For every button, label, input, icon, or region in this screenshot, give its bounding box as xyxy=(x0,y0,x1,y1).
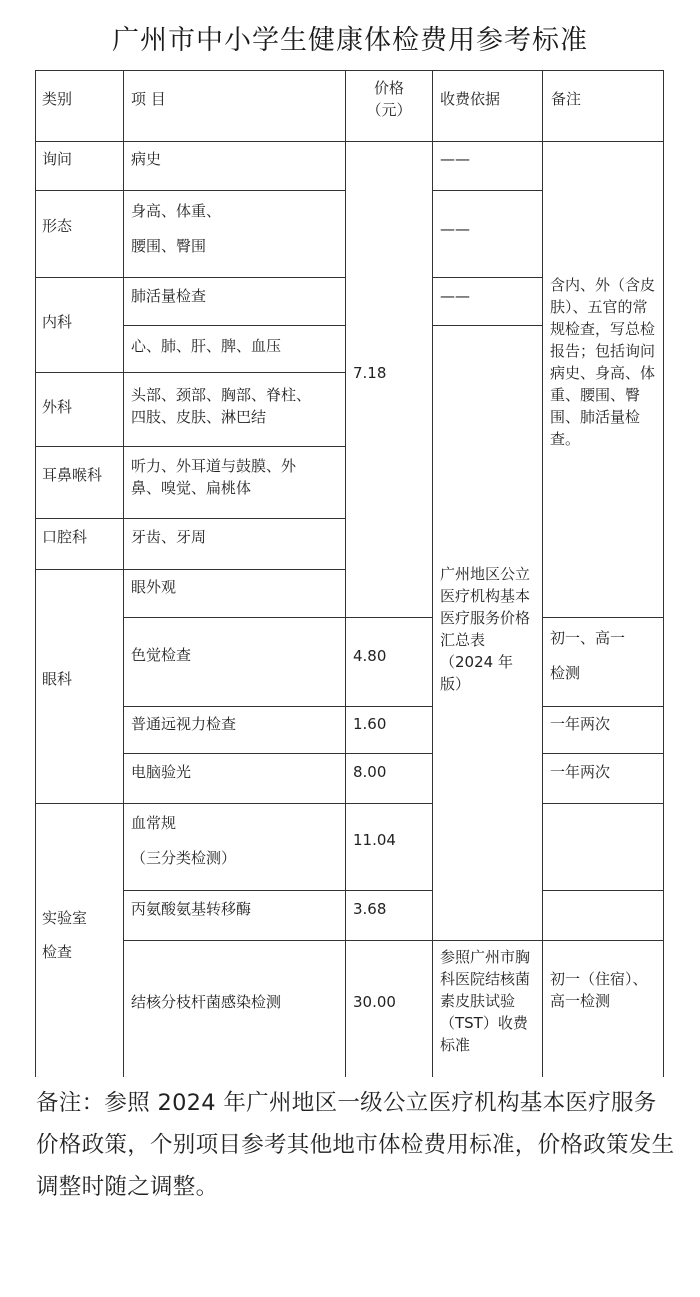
price-vision: 1.60 xyxy=(353,715,387,733)
price-color-vision: 4.80 xyxy=(353,647,387,665)
category-inquiry: 询问 xyxy=(42,150,73,168)
basis-dash-lung: —— xyxy=(440,287,470,305)
header-remark: 备注 xyxy=(551,90,582,108)
item-history: 病史 xyxy=(131,150,162,168)
item-tb: 结核分枝杆菌感染检测 xyxy=(131,993,282,1011)
basis-price-list: 广州地区公立医疗机构基本医疗服务价格汇总表（2024 年版） xyxy=(440,565,531,693)
item-refraction: 电脑验光 xyxy=(131,763,192,781)
category-dental: 口腔科 xyxy=(42,528,88,546)
basis-dash-form: —— xyxy=(440,220,470,238)
category-surgical: 外科 xyxy=(42,398,73,416)
item-heart: 心、肺、肝、脾、血压 xyxy=(131,337,282,355)
header-price-line1: 价格 xyxy=(373,79,404,97)
remark-color-line1: 初一、高一 xyxy=(550,629,626,647)
category-lab-line2: 检查 xyxy=(42,943,73,961)
price-general: 7.18 xyxy=(353,364,387,382)
item-ent-line2: 鼻、嗅觉、扁桃体 xyxy=(131,479,252,497)
basis-dash-inquiry: —— xyxy=(440,150,470,168)
remark-refraction: 一年两次 xyxy=(550,763,611,781)
item-surgical-line2: 四肢、皮肤、淋巴结 xyxy=(131,408,267,426)
price-tb: 30.00 xyxy=(353,993,396,1011)
category-form: 形态 xyxy=(42,217,73,235)
remark-general: 含内、外（含皮肤）、五官的常规检查，写总检报告；包括询问病史、身高、体重、腰围、臀围、肺活量检查。 xyxy=(550,276,656,448)
category-ent: 耳鼻喉科 xyxy=(42,466,103,484)
item-surgical-line1: 头部、颈部、胸部、脊柱、 xyxy=(131,386,312,404)
item-ent-line1: 听力、外耳道与鼓膜、外 xyxy=(131,457,297,475)
header-price-line2: （元） xyxy=(366,101,412,119)
item-blood-line1: 血常规 xyxy=(131,814,177,832)
item-form-line1: 身高、体重、 xyxy=(131,202,222,220)
item-eye-outer: 眼外观 xyxy=(131,578,177,596)
price-blood: 11.04 xyxy=(353,831,396,849)
page-title: 广州市中小学生健康体检费用参考标准 xyxy=(112,25,588,56)
category-eye: 眼科 xyxy=(42,670,73,688)
remark-vision: 一年两次 xyxy=(550,715,611,733)
remark-color-line2: 检测 xyxy=(550,664,581,682)
footnote: 备注：参照 2024 年广州地区一级公立医疗机构基本医疗服务价格政策，个别项目参考其他地市体检费用标准，价格政策发生调整时随之调整。 xyxy=(36,1090,675,1200)
remark-tb: 初一（住宿）、高一检测 xyxy=(550,970,648,1010)
item-color-vision: 色觉检查 xyxy=(131,646,192,664)
item-teeth: 牙齿、牙周 xyxy=(131,528,207,546)
header-category: 类别 xyxy=(42,90,73,108)
item-vision: 普通远视力检查 xyxy=(131,715,237,733)
basis-tb-standard: 参照广州市胸科医院结核菌素皮肤试验（TST）收费标准 xyxy=(440,948,531,1054)
price-refraction: 8.00 xyxy=(353,763,387,781)
item-lung: 肺活量检查 xyxy=(131,287,207,305)
price-alt: 3.68 xyxy=(353,900,387,918)
item-blood-line2: （三分类检测） xyxy=(131,849,237,867)
item-form-line2: 腰围、臀围 xyxy=(131,237,207,255)
category-lab-line1: 实验室 xyxy=(42,909,88,927)
item-alt: 丙氨酸氨基转移酶 xyxy=(131,900,252,918)
header-item: 项 目 xyxy=(131,90,166,108)
category-internal: 内科 xyxy=(42,313,73,331)
header-basis: 收费依据 xyxy=(440,90,501,108)
